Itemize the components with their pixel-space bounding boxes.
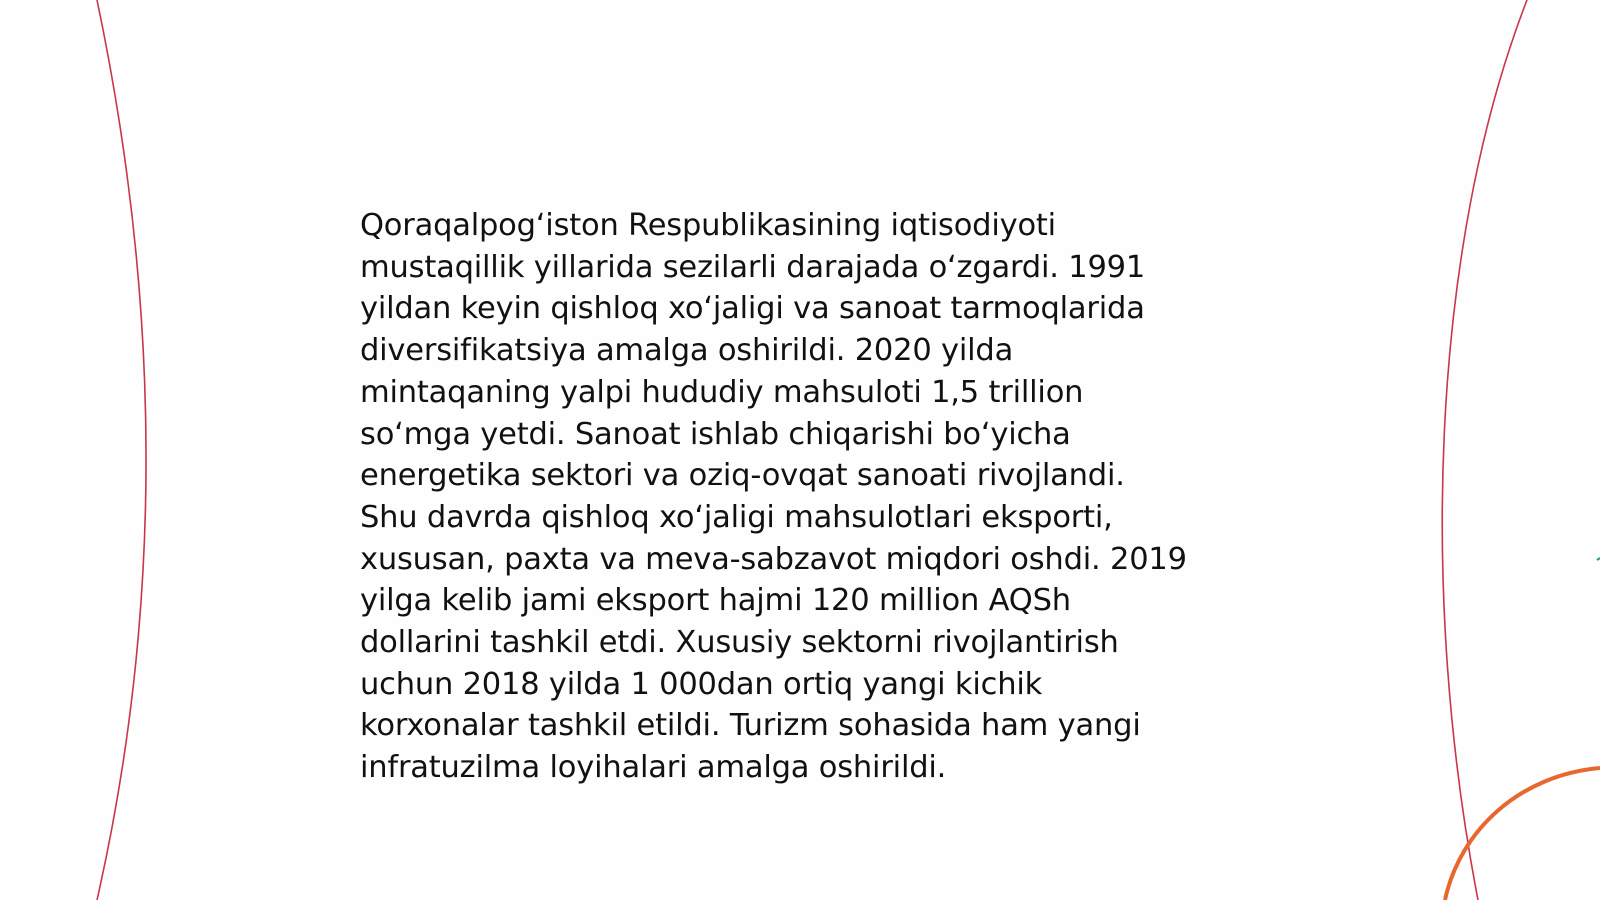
left-curve <box>97 0 146 900</box>
orange-arc <box>1445 768 1600 900</box>
right-curve <box>1442 0 1527 900</box>
body-paragraph: Qoraqalpog‘iston Respublikasining iqtisodiyoti mustaqillik yillarida sezilarli darajada o‘zgardi. 1991 yildan keyin qishloq xo‘jaligi va sanoat tarmoqlarida diversifikatsiya amalga oshirildi. 2020 yilda mintaqaning yalpi hududiy mahsuloti 1,5 trillion so‘mga yetdi. Sanoat ishlab chiqarishi bo‘yicha energetika sektori va oziq-ovqat sanoati rivojlandi. Shu davrda qishloq xo‘jaligi mahsulotlari eksporti, xususan, paxta va meva-sabzavot miqdori oshdi. 2019 yilga kelib jami eksport hajmi 120 million AQSh dollarini tashkil etdi. Xususiy sektorni rivojlantirish uchun 2018 yilda 1 000dan ortiq yangi kichik korxonalar tashkil etildi. Turizm sohasida ham yangi infratuzilma loyihalari amalga oshirildi. <box>360 208 1187 786</box>
